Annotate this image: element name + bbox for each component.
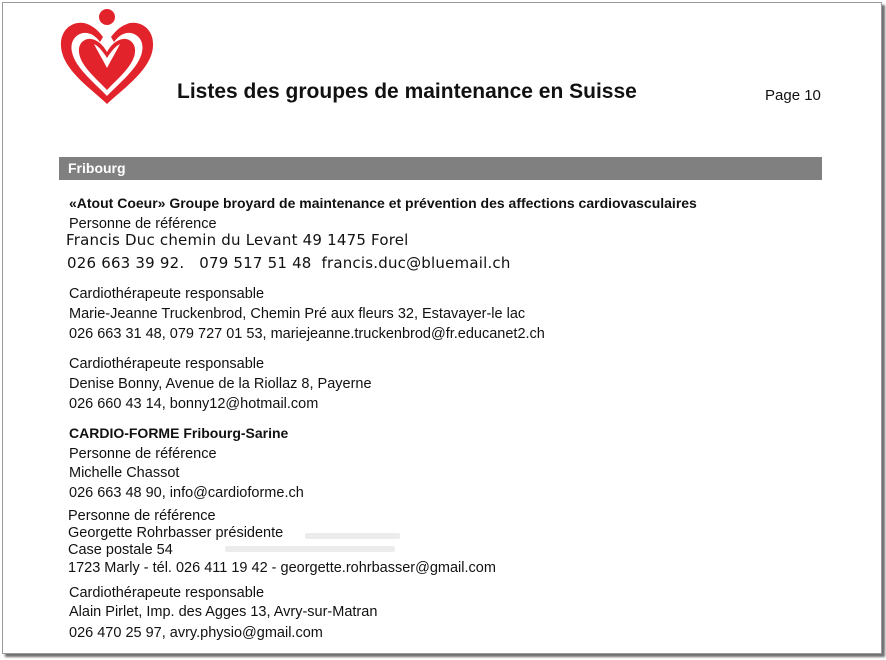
page-number: Page 10 [765, 87, 821, 104]
contact-address: Alain Pirlet, Imp. des Agges 13, Avry-sur-Matran [69, 604, 378, 620]
contact-role: Personne de référence [69, 446, 217, 462]
contact-address: Marie-Jeanne Truckenbrod, Chemin Pré aux fleurs 32, Estavayer-le lac [69, 306, 526, 322]
contact-phone-email: 026 663 39 92. 079 517 51 48 francis.duc@bluemail.ch [67, 254, 511, 272]
group-name: CARDIO-FORME Fribourg-Sarine [69, 425, 289, 441]
contact-name: Georgette Rohrbasser présidente [68, 525, 284, 541]
region-header [59, 157, 822, 180]
contact-phone-email: 026 663 48 90, info@cardioforme.ch [69, 485, 304, 501]
heart-people-logo-icon [58, 8, 156, 104]
contact-role: Cardiothérapeute responsable [69, 585, 265, 601]
contact-role: Cardiothérapeute responsable [69, 286, 265, 302]
contact-phone-email: 026 660 43 14, bonny12@hotmail.com [69, 396, 319, 412]
contact-role: Personne de référence [69, 216, 217, 232]
group-name: «Atout Coeur» Groupe broyard de maintenance et prévention des affections cardiovasculaires [69, 195, 697, 211]
contact-phone-email: 026 470 25 97, avry.physio@gmail.com [69, 625, 323, 641]
contact-phone-email: 026 663 31 48, 079 727 01 53, mariejeanne.truckenbrod@fr.educanet2.ch [69, 326, 545, 342]
contact-address: Francis Duc chemin du Levant 49 1475 Forel [66, 231, 409, 249]
contact-role: Personne de référence [68, 508, 216, 524]
contact-postbox: Case postale 54 [68, 542, 173, 558]
scan-artifact [225, 546, 395, 552]
contact-role: Cardiothérapeute responsable [69, 356, 265, 372]
contact-name: Michelle Chassot [69, 465, 180, 481]
contact-address: Denise Bonny, Avenue de la Riollaz 8, Payerne [69, 376, 372, 392]
contact-phone-email: 1723 Marly - tél. 026 411 19 42 - georgette.rohrbasser@gmail.com [68, 560, 496, 576]
page-title: Listes des groupes de maintenance en Suisse [177, 80, 637, 103]
region-label: Fribourg [68, 160, 126, 176]
scan-artifact [305, 533, 400, 539]
